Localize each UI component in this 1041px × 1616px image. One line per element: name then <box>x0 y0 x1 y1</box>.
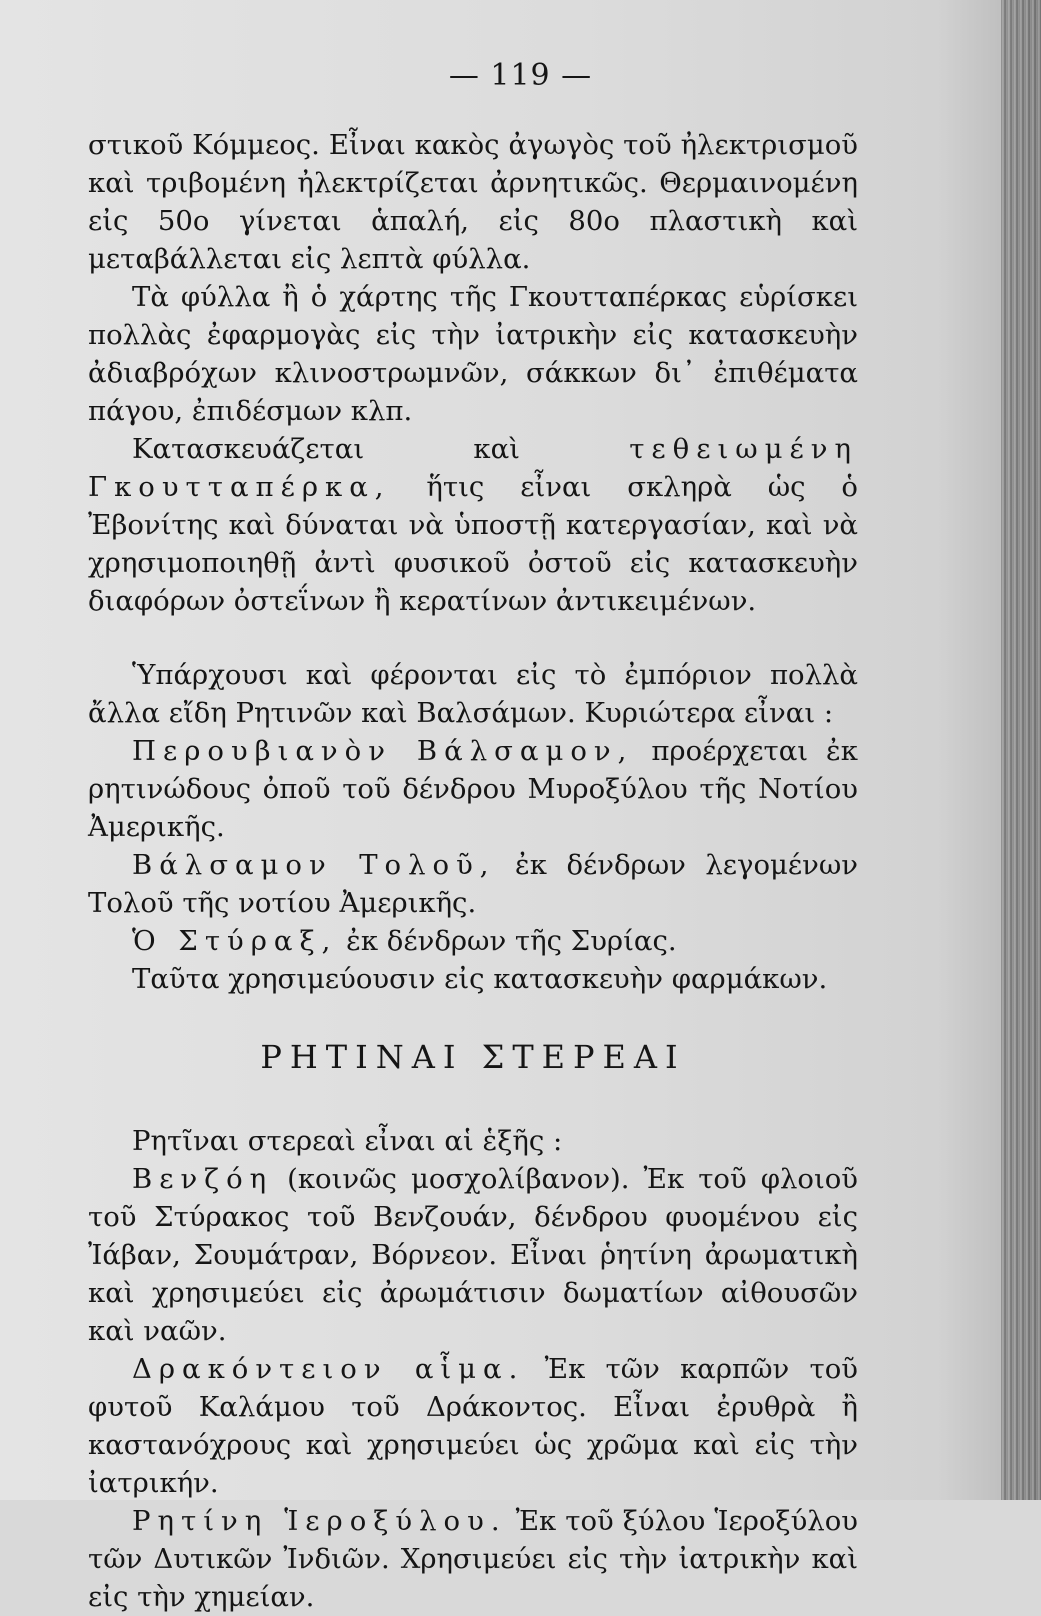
spaced-term: Βάλσαμον Τολοῦ, <box>132 849 496 881</box>
entry-text: ἐκ δένδρων λεγομένων Τολοῦ τῆς νοτίου Ἀμερικῆς. <box>88 849 858 919</box>
page-edge <box>1001 0 1041 1500</box>
resin-entry <box>88 1502 858 1616</box>
paragraph: Ρητῖναι στερεαὶ εἶναι αἱ ἑξῆς : <box>132 1125 563 1157</box>
balsam-entry <box>88 846 858 922</box>
spaced-term: τεθειωμένη Γκουτταπέρκα, <box>88 433 858 503</box>
paragraph: Ὑπάρχουσι καὶ φέρονται εἰς τὸ ἐμπόριον πολλὰ ἄλλα εἴδη Ρητινῶν καὶ Βαλσάμων. Κυριώτερα εἶναι : <box>88 659 858 729</box>
resin-entry <box>88 1160 858 1350</box>
spaced-term: Περουβιανὸν Βάλσαμον, <box>132 735 634 767</box>
paragraph: Ταῦτα χρησιμεύουσιν εἰς κατασκευὴν φαρμάκων. <box>132 963 828 995</box>
spacer <box>88 620 858 656</box>
entry-text: (κοινῶς μοσχολίβανον). Ἐκ τοῦ φλοιοῦ τοῦ Στύρακος τοῦ Βενζουάν, δένδρου φυομένου εἰς Ἰάβαν, Σουμάτραν, Βόρνεον. Εἶναι ῥητίνη ἀρωματικὴ καὶ χρησιμεύει εἰς ἀρωμάτισιν δωματίων αἰθουσῶν καὶ ναῶν. <box>88 1163 858 1347</box>
resin-entry <box>88 1350 858 1502</box>
page-number: — 119 — <box>448 58 593 93</box>
entry-text: ἐκ δένδρων τῆς Συρίας. <box>337 925 677 957</box>
balsam-entry <box>88 732 858 846</box>
paragraph: Τὰ φύλλα ἢ ὁ χάρτης τῆς Γκουτταπέρκας εὑρίσκει πολλὰς ἐφαρμογὰς εἰς τὴν ἰατρικὴν εἰς κατασκευὴν ἀδιαβρόχων κλινοστρωμνῶν, σάκκων δι᾽ ἐπιθέματα πάγου, ἐπιδέσμων κλπ. <box>88 281 858 427</box>
spaced-term: Ὁ Στύραξ, <box>132 925 338 957</box>
paragraph-tetheiomeni <box>88 430 858 620</box>
entry-text: προέρχεται ἐκ ρητινώδους ὀποῦ τοῦ δένδρου Μυροξύλου τῆς Νοτίου Ἀμερικῆς. <box>88 735 858 843</box>
entry-text: Ἐκ τῶν καρπῶν τοῦ φυτοῦ Καλάμου τοῦ Δράκοντος. Εἶναι ἐρυθρὰ ἢ καστανόχρους καὶ χρησιμεύει ὡς χρῶμα καὶ εἰς τὴν ἰατρικήν. <box>88 1353 858 1499</box>
balsam-entry <box>88 922 858 960</box>
spaced-term: Ρητίνη Ἱεροξύλου. <box>132 1505 507 1537</box>
paragraph: στικοῦ Κόμμεος. Εἶναι κακὸς ἀγωγὸς τοῦ ἠλεκτρισμοῦ καὶ τριβομένη ἠλεκτρίζεται ἀρνητικῶς. Θερμαινομένη εἰς 50ο γίνεται ἁπαλή, εἰς 80ο πλαστικὴ καὶ μεταβάλλεται εἰς λεπτὰ φύλλα. <box>88 129 858 275</box>
spaced-term: Δρακόντειον αἷμα. <box>132 1353 525 1385</box>
paragraph-text: ἥτις εἶναι σκληρὰ ὡς ὁ Ἐβονίτης καὶ δύναται νὰ ὑποστῇ κατεργασίαν, καὶ νὰ χρησιμοποιηθῇ ἀντὶ φυσικοῦ ὀστοῦ εἰς κατασκευὴν διαφόρων ὀστεΐνων ἢ κερατίνων ἀντικειμένων. <box>88 471 858 617</box>
section-heading: ΡΗΤΙΝΑΙ ΣΤΕΡΕΑΙ <box>260 1038 686 1076</box>
page-body <box>88 126 858 1616</box>
paragraph-text: Κατασκευάζεται καὶ <box>132 433 630 465</box>
spaced-term: Βενζόη <box>132 1163 274 1195</box>
entry-text: Ἐκ τοῦ ξύλου Ἱεροξύλου τῶν Δυτικῶν Ἰνδιῶν. Χρησιμεύει εἰς τὴν ἰατρικὴν καὶ εἰς τὴν χημείαν. <box>88 1505 858 1613</box>
